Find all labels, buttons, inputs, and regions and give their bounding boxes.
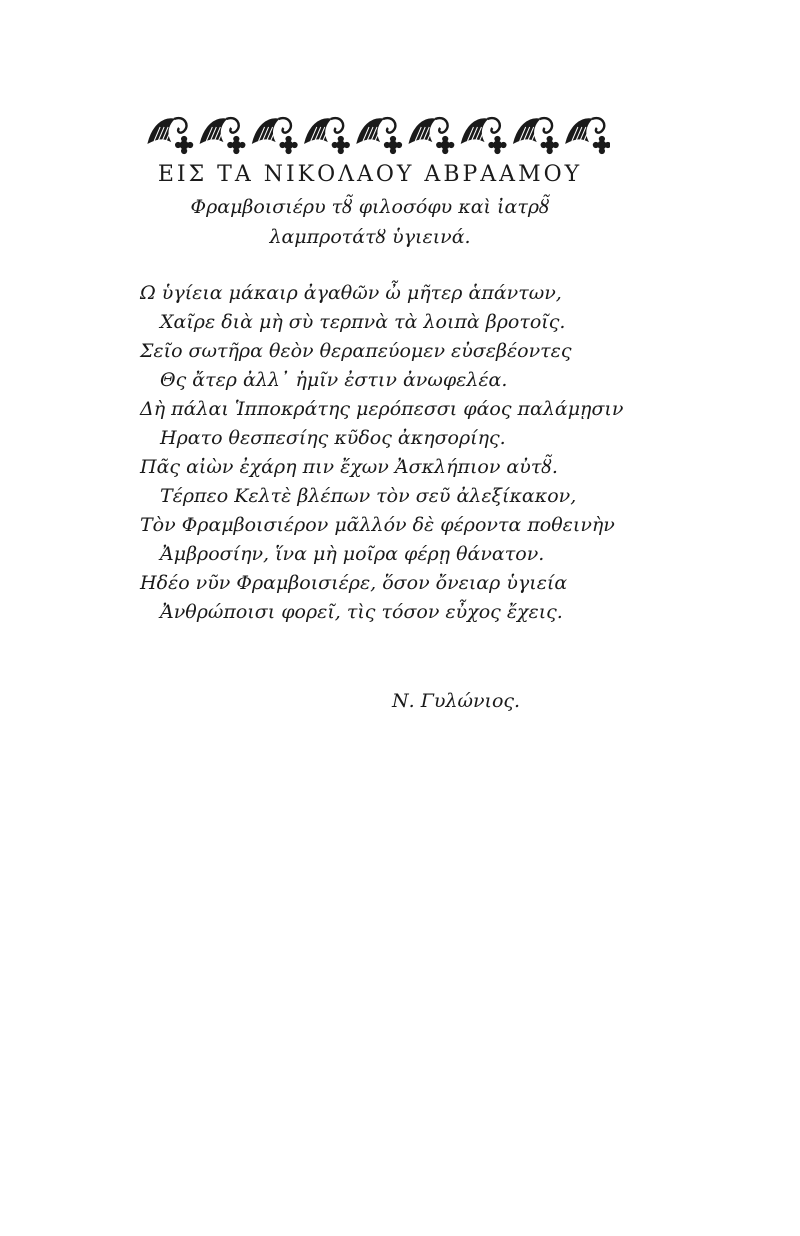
subtitle-line-1: Φραμβοισιέρυ τȣ̃ φιλοσόφυ καὶ ἰατρȣ̃ <box>190 196 550 218</box>
poem-line: Τὸν Φραμβοισιέρον μᾶλλόν δὲ φέροντα ποθεινὴν <box>140 514 615 536</box>
poem-line: Ω ὑγίεια μάκαιρ ἀγαθῶν ὦ μῆτερ ἁπάντων, <box>140 282 562 304</box>
poem-line: Τέρπεο Κελτὲ βλέπων τὸν σεῦ ἀλεξίκακον, <box>160 485 577 507</box>
poem-line: Χαῖρε διὰ μὴ σὺ τερπνὰ τὰ λοιπὰ βροτοῖς. <box>160 311 566 333</box>
ornament-motif <box>514 118 559 154</box>
poem-line: Ἀμβροσίην, ἵνα μὴ μοῖρα φέρῃ θάνατον. <box>160 543 545 565</box>
ornament-motif <box>305 118 350 154</box>
poem-line: Πᾶς αἰὼν ἐχάρη πιν ἔχων Ἀσκλήπιον αὐτȣ̃. <box>140 456 558 478</box>
poem-line: Ηδέο νῦν Φραμβοισιέρε, ὅσον ὄνειαρ ὑγιεία <box>140 572 568 594</box>
floral-head-ornament-icon <box>140 110 610 156</box>
ornament-motif <box>253 118 298 154</box>
ornament-motif <box>148 118 193 154</box>
ornament-motif <box>357 118 402 154</box>
ornament-motif <box>461 118 506 154</box>
subtitle-line-2: λαμπροτάτȣ ὑγιεινά. <box>269 226 471 248</box>
poem-line: Σεῖο σωτῆρα θεὸν θεραπεύομεν εὐσεβέοντες <box>140 340 572 362</box>
ornament-motif <box>409 118 454 154</box>
poem-line: Ηρατο θεσπεσίης κῦδος ἀκησορίης. <box>160 427 506 449</box>
ornament-motif <box>200 118 245 154</box>
poem-line: Ἀνθρώποισι φορεῖ, τὶς τόσον εὖχος ἔχεις. <box>160 601 563 623</box>
poem-line: Θς ἄτερ ἀλλ᾽ ἡμῖν ἐστιν ἀνωφελέα. <box>160 369 508 391</box>
poem-line: Δὴ πάλαι Ἱπποκράτης μερόπεσσι φάος παλάμῃσιν <box>140 398 624 420</box>
author-signature: Ν. Γυλώνιος. <box>392 690 521 712</box>
page-title: ΕΙΣ ΤΑ ΝΙΚΟΛΑΟΥ ΑΒΡΑΑΜΟΥ <box>157 162 583 187</box>
ornament-motif <box>566 118 610 154</box>
